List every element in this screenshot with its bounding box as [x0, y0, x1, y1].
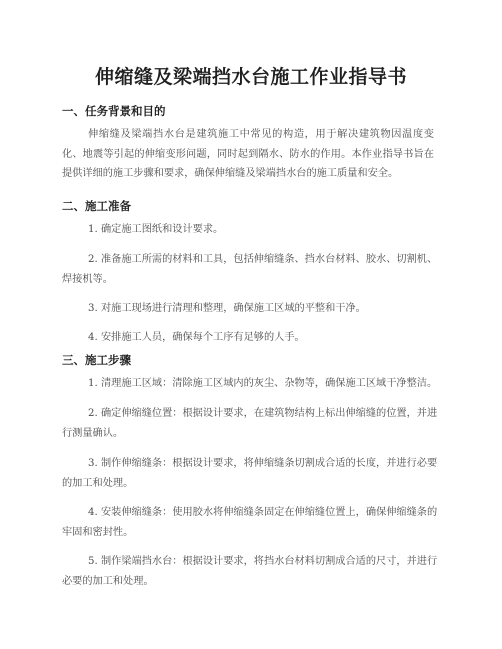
list-item: 1. 清理施工区域：清除施工区域内的灰尘、杂物等，确保施工区域干净整洁。 [88, 378, 438, 389]
section-paragraph-background: 伸缩缝及梁端挡水台是建筑施工中常见的构造，用于解决建筑物因温度变化、地震等引起的伸缩变形问题，同时起到隔水、防水的作用。本作业指导书旨在提供详细的施工步骤和要求，确保伸缩缝及梁端挡水台的施工质量和安全。 [62, 129, 434, 179]
list-item: 2. 准备施工所需的材料和工具，包括伸缩缝条、挡水台材料、胶水、切割机、焊接机等。 [62, 254, 438, 285]
document-title: 伸缩缝及梁端挡水台施工作业指导书 [94, 66, 407, 88]
list-item: 3. 制作伸缩缝条：根据设计要求，将伸缩缝条切割成合适的长度，并进行必要的加工和处理。 [62, 458, 438, 489]
section-heading-steps: 三、施工步骤 [62, 353, 131, 367]
list-item: 3. 对施工现场进行清理和整理，确保施工区域的平整和干净。 [88, 303, 366, 314]
list-item: 4. 安装伸缩缝条：使用胶水将伸缩缝条固定在伸缩缝位置上，确保伸缩缝条的牢固和密封性。 [62, 507, 438, 538]
list-item: 2. 确定伸缩缝位置：根据设计要求，在建筑物结构上标出伸缩缝的位置，并进行测量确认。 [62, 408, 438, 439]
list-item: 5. 制作梁端挡水台：根据设计要求，将挡水台材料切割成合适的尺寸，并进行必要的加工和处理。 [62, 556, 438, 587]
section-heading-background: 一、任务背景和目的 [62, 104, 166, 118]
list-item: 4. 安排施工人员，确保每个工序有足够的人手。 [88, 332, 305, 343]
section-heading-preparation: 二、施工准备 [62, 199, 131, 213]
list-item: 1. 确定施工图纸和设计要求。 [88, 224, 224, 235]
